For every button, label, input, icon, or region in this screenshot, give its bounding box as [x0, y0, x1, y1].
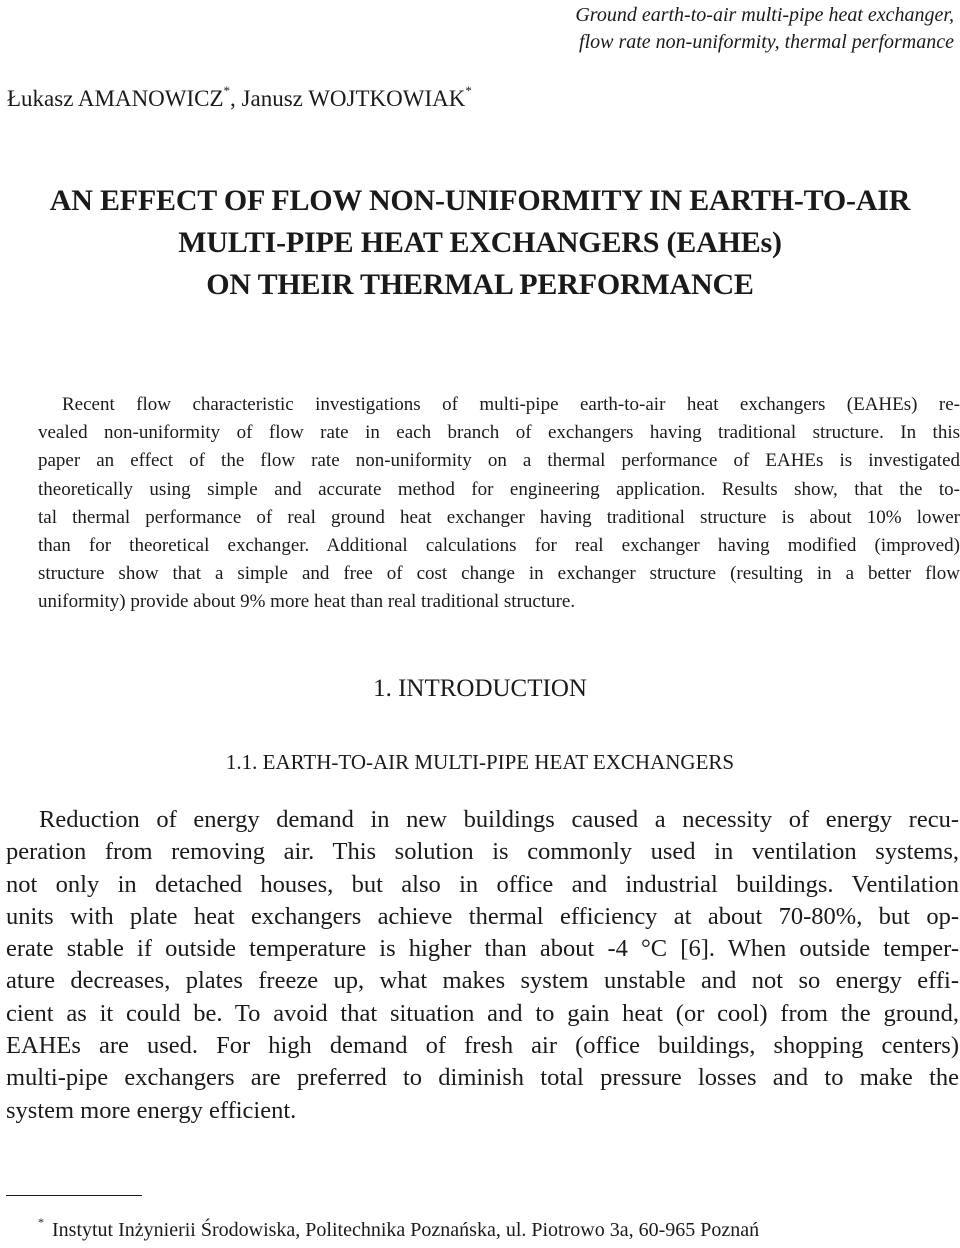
keywords: [394, 2, 954, 56]
keywords-line: Ground earth-to-air multi-pipe heat exchanger,: [575, 4, 954, 26]
body-line: erate stable if outside temperature is higher than about -4 °C [6]. When outside temper-: [6, 935, 959, 963]
abstract-line: than for theoretical exchanger. Additional calculations for real exchanger having modified (improved): [38, 535, 960, 557]
abstract-line: uniformity) provide about 9% more heat than real traditional structure.: [38, 591, 576, 613]
affiliation-mark: *: [223, 83, 231, 98]
footnote-divider: [6, 1195, 142, 1196]
title-line: ON THEIR THERMAL PERFORMANCE: [206, 268, 754, 301]
body-line: multi-pipe exchangers are preferred to diminish total pressure losses and to make the: [6, 1064, 959, 1092]
abstract-line: structure show that a simple and free of cost change in exchanger structure (resulting in a better flow: [38, 563, 960, 585]
body-line: system more energy efficient.: [6, 1096, 297, 1124]
footnote-mark: *: [38, 1215, 44, 1229]
keywords-line: flow rate non-uniformity, thermal performance: [579, 31, 954, 53]
author-list: [7, 84, 472, 114]
footnote-text: Instytut Inżynierii Środowiska, Politechnika Poznańska, ul. Piotrowo 3a, 60-965 Poznań: [52, 1219, 760, 1241]
body-paragraph: [6, 804, 959, 1127]
abstract-line: paper an effect of the flow rate non-uniformity on a thermal performance of EAHEs is investigated: [38, 450, 960, 472]
body-line: not only in detached houses, but also in office and industrial buildings. Ventilation: [6, 870, 959, 898]
abstract: [38, 391, 960, 617]
abstract-line: Recent flow characteristic investigations of multi-pipe earth-to-air heat exchangers (EAHEs) re-: [62, 394, 960, 415]
title-line: MULTI-PIPE HEAT EXCHANGERS (EAHEs): [178, 226, 782, 259]
body-line: cient as it could be. To avoid that situation and to gain heat (or cool) from the ground,: [6, 999, 959, 1027]
footnote: [38, 1216, 759, 1244]
title-line: AN EFFECT OF FLOW NON-UNIFORMITY IN EARTH-TO-AIR: [49, 184, 911, 217]
body-line: ature decreases, plates freeze up, what makes system unstable and not so energy effi-: [6, 967, 959, 995]
body-line: EAHEs are used. For high demand of fresh air (office buildings, shopping centers): [6, 1032, 959, 1060]
paper-title: [0, 180, 960, 306]
author-name: Łukasz AMANOWICZ: [7, 86, 224, 111]
section-heading: 1. INTRODUCTION: [373, 675, 587, 702]
author-separator: ,: [230, 86, 242, 111]
body-line: units with plate heat exchangers achieve thermal efficiency at about 70-80%, but op-: [6, 902, 959, 930]
affiliation-mark: *: [465, 83, 472, 98]
body-line: peration from removing air. This solution is commonly used in ventilation systems,: [6, 838, 959, 866]
abstract-line: theoretically using simple and accurate method for engineering application. Results show, that the to-: [38, 478, 960, 500]
body-line: Reduction of energy demand in new buildings caused a necessity of energy recu-: [39, 806, 959, 833]
subsection-heading: 1.1. EARTH-TO-AIR MULTI-PIPE HEAT EXCHANGERS: [225, 750, 735, 774]
author-name: Janusz WOJTKOWIAK: [241, 86, 466, 111]
abstract-line: tal thermal performance of real ground heat exchanger having traditional structure is about 10% lower: [38, 506, 960, 528]
abstract-line: vealed non-uniformity of flow rate in each branch of exchangers having traditional structure. In this: [38, 422, 960, 444]
